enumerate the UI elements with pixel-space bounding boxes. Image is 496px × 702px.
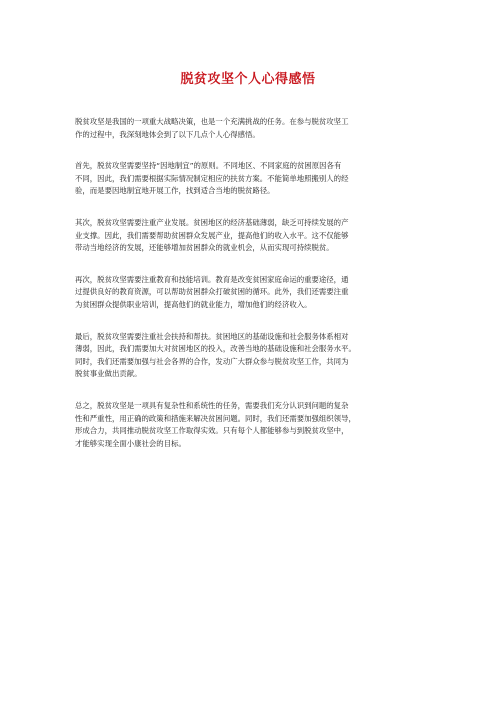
paragraph-third: [75, 274, 432, 312]
paragraph-line: 脱贫攻坚是我国的一项重大战略决策，也是一个充满挑战的任务。在参与脱贫攻坚工: [75, 117, 349, 126]
paragraph-second: [75, 217, 432, 255]
paragraph-line: 薄弱，因此，我们需要加大对贫困地区的投入，改善当地的基础设施和社会服务水平。: [75, 344, 356, 354]
document-body: [75, 116, 432, 469]
paragraph-line: 验，而是要因地制宜地开展工作，找到适合当地的脱贫路径。: [75, 186, 275, 196]
paragraph-line: 形成合力，共同推动脱贫攻坚工作取得实效。只有每个人都能够参与到脱贫攻坚中，: [75, 426, 349, 436]
paragraph-line: 其次，脱贫攻坚需要注重产业发展。贫困地区的经济基础薄弱，缺乏可持续发展的产: [75, 217, 349, 227]
paragraph-line: 为贫困群众提供职业培训，提高他们的就业能力，增加他们的经济收入。: [75, 299, 312, 309]
paragraph-conclusion: [75, 400, 432, 450]
paragraph-line: 过提供良好的教育资源，可以帮助贫困群众打破贫困的循环。此外，我们还需要注重: [75, 287, 349, 297]
paragraph-line: 同时，我们还需要加强与社会各界的合作，发动广大群众参与脱贫攻坚工作，共同为: [75, 356, 349, 366]
paragraph-line: 脱贫事业做出贡献。: [75, 369, 142, 379]
paragraph-line: 最后，脱贫攻坚需要注重社会扶持和帮扶。贫困地区的基础设施和社会服务体系相对: [75, 331, 349, 341]
paragraph-first: [75, 160, 432, 198]
paragraph-fourth: [75, 331, 432, 381]
paragraph-line: 作的过程中，我深刻地体会到了以下几点个人心得感悟。: [75, 129, 260, 139]
document-title: 脱贫攻坚个人心得感悟: [180, 72, 316, 87]
paragraph-line: 业支撑。因此，我们需要帮助贫困群众发展产业，提高他们的收入水平。这不仅能够: [75, 230, 349, 240]
paragraph-intro: [75, 116, 432, 141]
paragraph-line: 再次，脱贫攻坚需要注重教育和技能培训。教育是改变贫困家庭命运的重要途径，通: [75, 274, 349, 284]
paragraph-line: 总之，脱贫攻坚是一项具有复杂性和系统性的任务，需要我们充分认识到问题的复杂: [75, 400, 349, 410]
paragraph-line: 才能够实现全面小康社会的目标。: [75, 438, 186, 448]
paragraph-line: 首先，脱贫攻坚需要坚持“因地制宜”的原则。不同地区、不同家庭的贫困原因各有: [75, 161, 342, 171]
paragraph-line: 带动当地经济的发展，还能够增加贫困群众的就业机会，从而实现可持续脱贫。: [75, 243, 334, 253]
paragraph-line: 性和严重性，用正确的政策和措施来解决贫困问题。同时，我们还需要加强组织领导，: [75, 413, 356, 423]
paragraph-line: 不同，因此，我们需要根据实际情况制定相应的扶贫方案。不能简单地照搬别人的经: [75, 173, 349, 183]
